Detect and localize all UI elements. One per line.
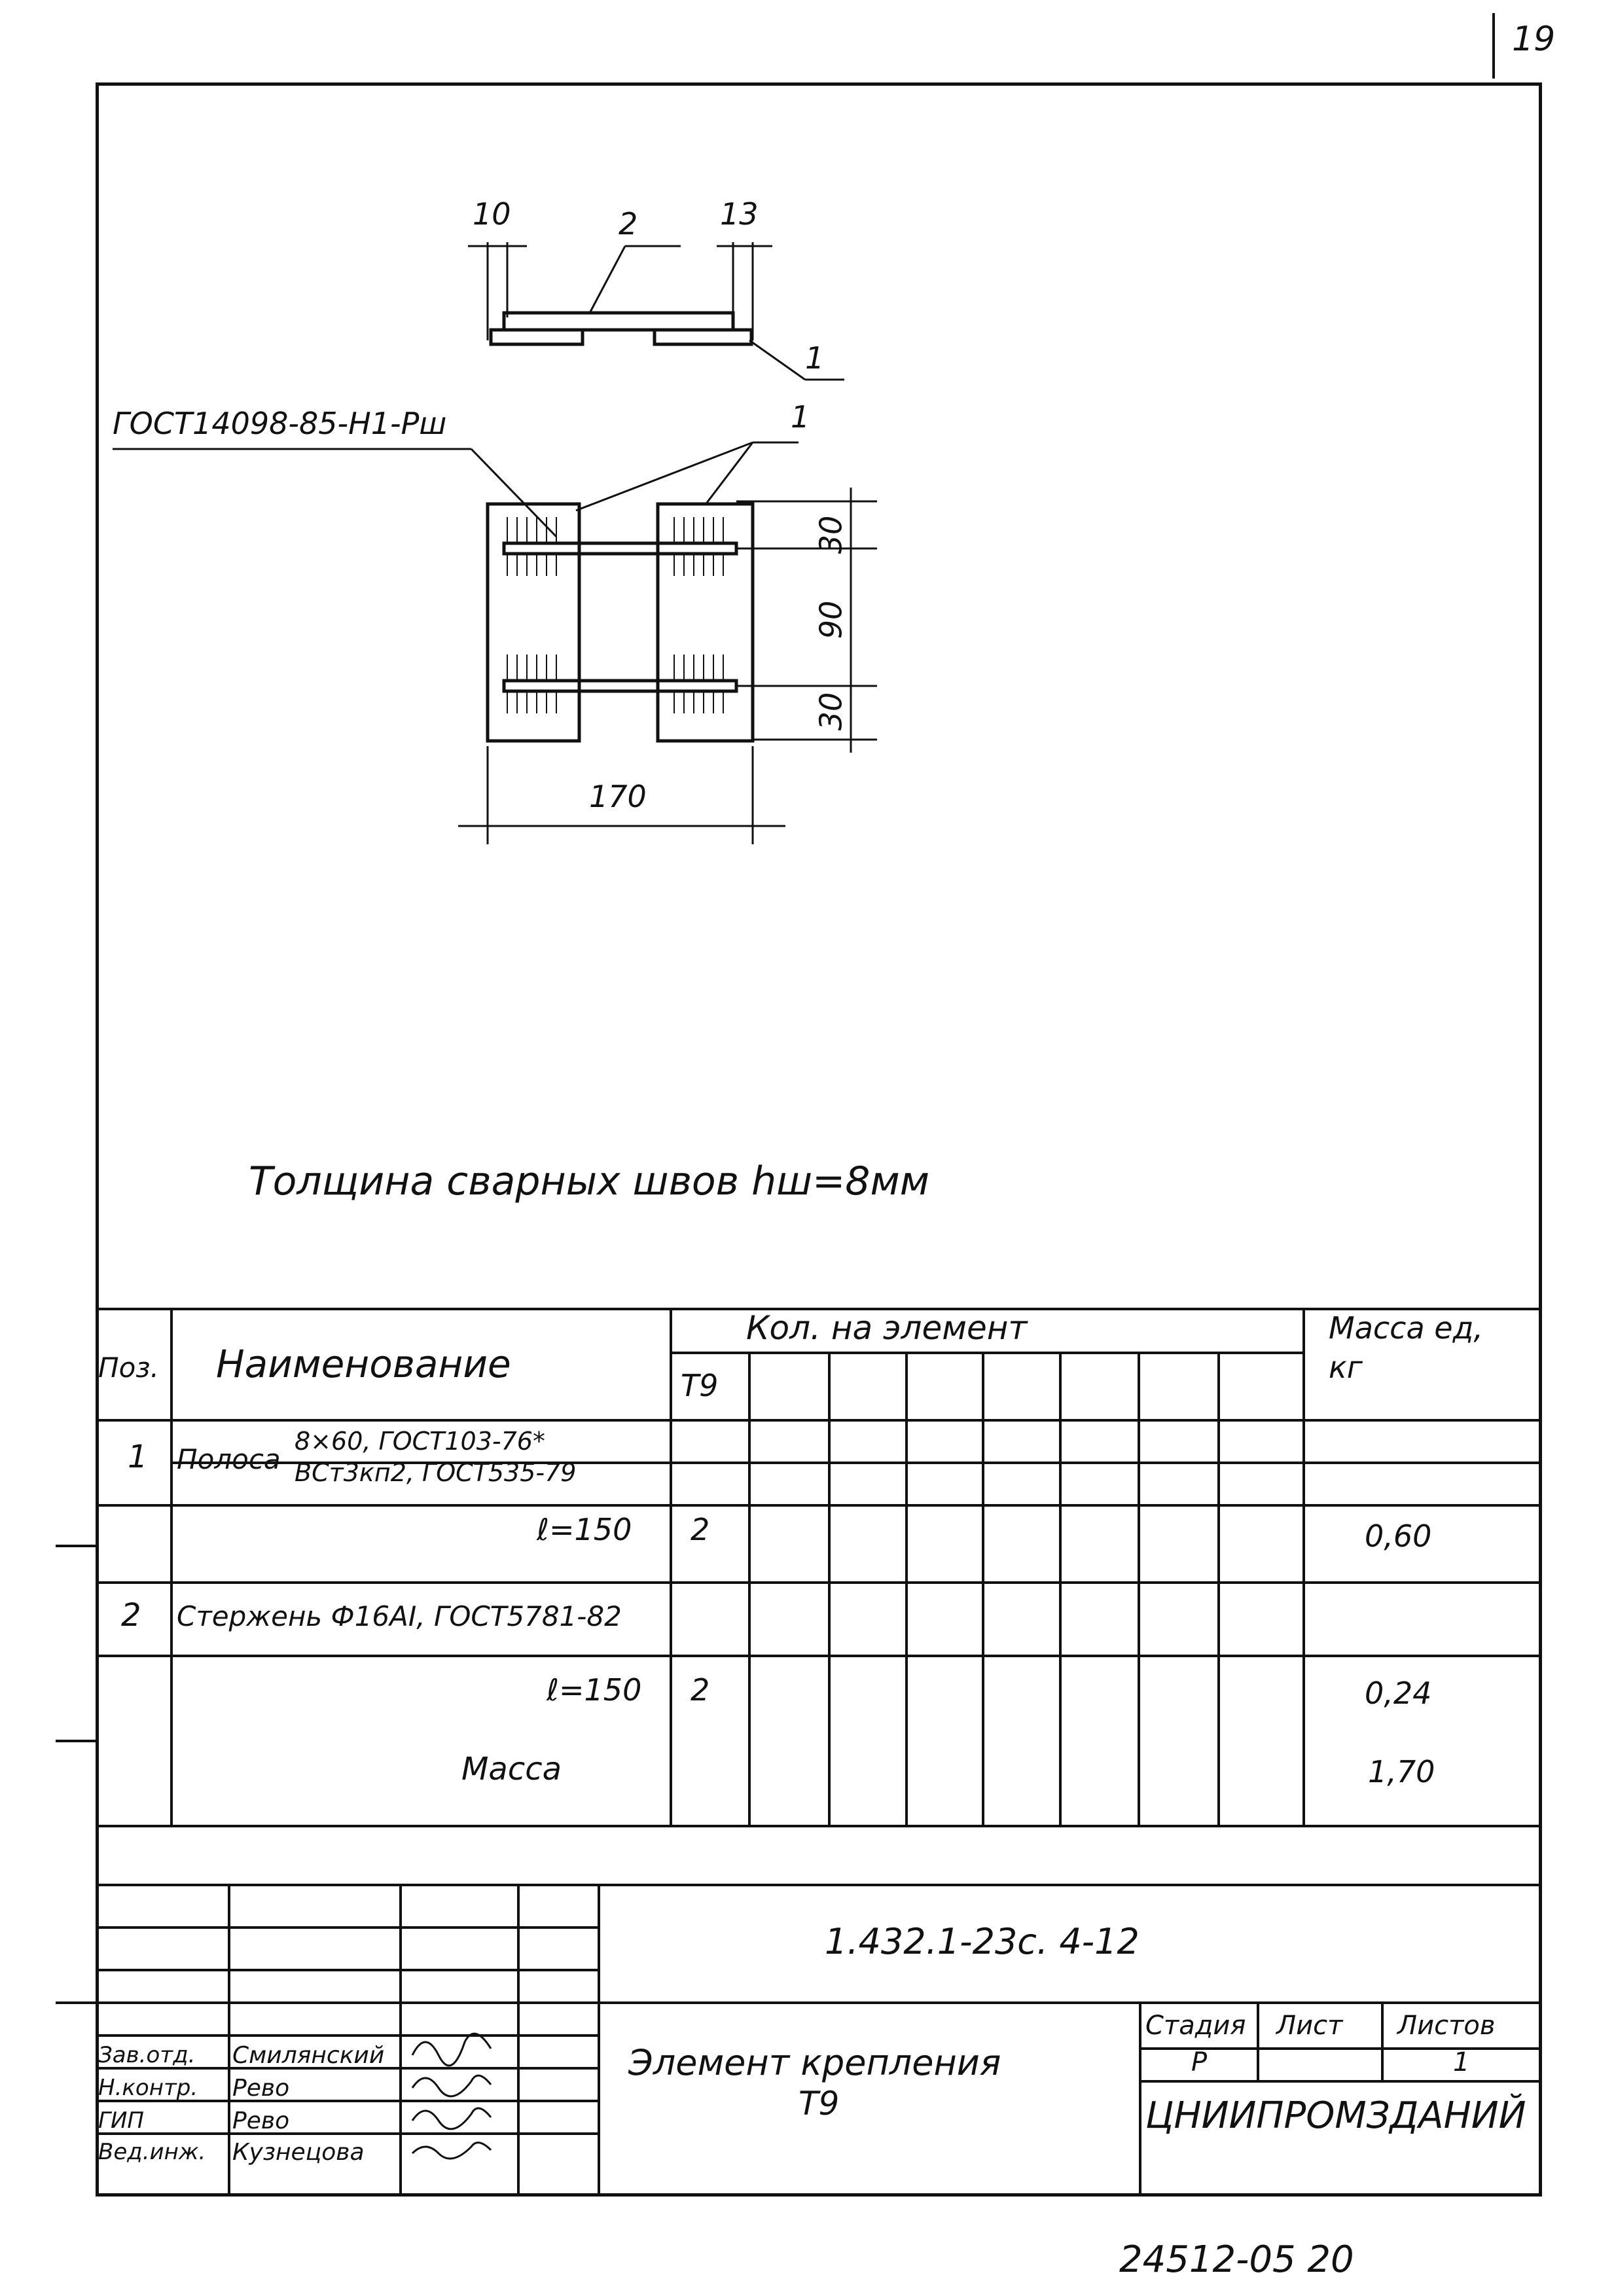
label-1-top: 1 (805, 340, 825, 376)
dim-30-top: 30 (813, 515, 849, 554)
dim-90: 90 (813, 600, 849, 639)
sheets-value: 1 (1453, 2047, 1470, 2077)
label-1-plan: 1 (791, 399, 810, 435)
header-mass: Масса ед, кг (1329, 1310, 1483, 1385)
weld-thickness-note: Толщина сварных швов hш=8мм (249, 1158, 929, 1204)
row1-name-b: 8×60, ГОСТ103-76* (295, 1427, 545, 1456)
name-4: Кузнецова (232, 2139, 365, 2166)
title-line1: Элемент крепления (628, 2042, 1001, 2083)
page-number: 19 (1512, 20, 1556, 59)
dim-170: 170 (589, 779, 647, 814)
row1-name-c: ВСт3кп2, ГОСТ535-79 (295, 1458, 577, 1487)
dim-30-bottom: 30 (813, 692, 849, 731)
sheets-label: Листов (1397, 2011, 1496, 2041)
dim-10: 10 (473, 196, 511, 232)
row5-name: Масса (461, 1751, 562, 1787)
stage-label: Стадия (1145, 2011, 1246, 2041)
row3-pos: 2 (121, 1597, 141, 1634)
name-1: Смилянский (232, 2042, 385, 2069)
row5-mass: 1,70 (1368, 1754, 1435, 1789)
signature-1 (412, 2034, 491, 2066)
sheet-label: Лист (1276, 2011, 1343, 2041)
header-mark: Т9 (681, 1368, 719, 1403)
row3-name: Стержень Ф16АⅠ, ГОСТ5781-82 (177, 1600, 622, 1632)
row1-name-a: Полоса (177, 1443, 281, 1475)
role-2: Н.контр. (98, 2075, 198, 2101)
organization: ЦНИИПРОМЗДАНИЙ (1145, 2094, 1526, 2137)
signature-3 (412, 2108, 491, 2129)
header-pos: Поз. (98, 1352, 159, 1384)
stage-value: Р (1191, 2047, 1208, 2077)
role-4: Вед.инж. (98, 2139, 206, 2165)
header-qty: Кол. на элемент (746, 1309, 1028, 1347)
row2-name: ℓ=150 (537, 1512, 632, 1547)
name-3: Рево (232, 2108, 290, 2134)
document-code: 1.432.1-23с. 4-12 (825, 1921, 1140, 1962)
weld-standard: ГОСТ14098-85-Н1-Рш (113, 406, 447, 441)
row4-qty: 2 (691, 1672, 710, 1708)
role-1: Зав.отд. (98, 2042, 196, 2068)
row4-name: ℓ=150 (547, 1672, 642, 1708)
row2-qty: 2 (691, 1512, 710, 1547)
signature-4 (412, 2143, 491, 2159)
name-2: Рево (232, 2075, 290, 2102)
header-name: Наименование (216, 1342, 511, 1386)
title-line2: Т9 (799, 2085, 840, 2123)
role-3: ГИП (98, 2108, 144, 2134)
row1-pos: 1 (128, 1439, 148, 1475)
dim-13: 13 (720, 196, 759, 232)
signature-2 (412, 2075, 491, 2096)
row4-mass: 0,24 (1365, 1676, 1432, 1711)
footer-code: 24512-05 20 (1119, 2238, 1354, 2281)
label-2: 2 (619, 206, 638, 242)
row2-mass: 0,60 (1365, 1518, 1432, 1554)
